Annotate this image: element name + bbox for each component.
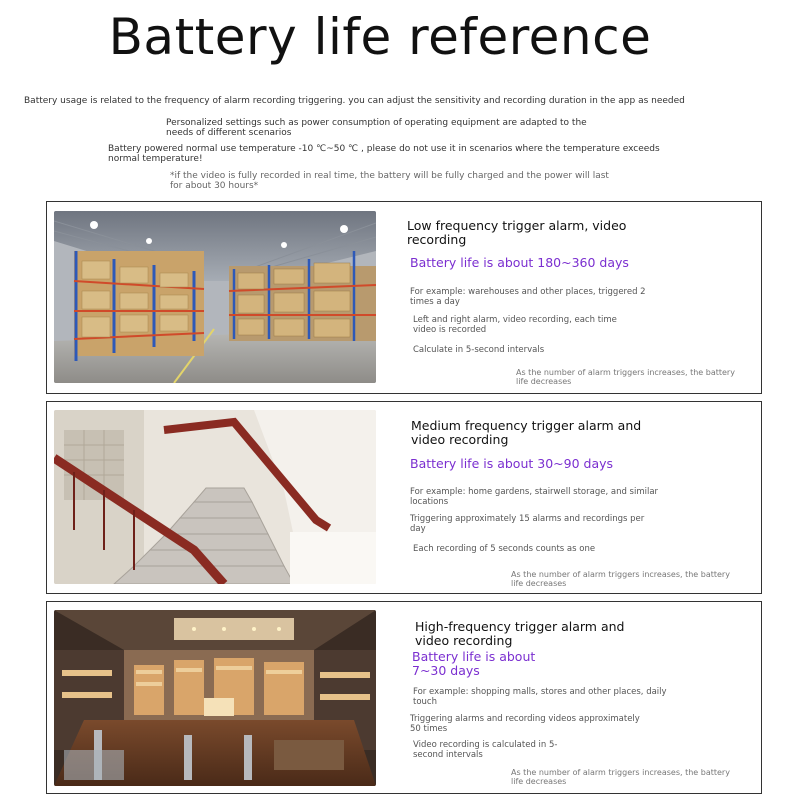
- interval-text: Each recording of 5 seconds counts as one: [413, 544, 596, 554]
- detail-text: Triggering alarms and recording videos approximately 50 times: [410, 714, 640, 734]
- intro-realtime-note: *if the video is fully recorded in real time, the battery will be fully charged and the power will last for about 30 hours*: [170, 171, 609, 191]
- decrease-note: As the number of alarm triggers increases, the battery life decreases: [511, 570, 730, 588]
- stairwell-photo: [54, 410, 376, 584]
- intro-temperature-note: Battery powered normal use temperature -10 ℃~50 ℃ , please do not use it in scenarios where the temperature exceeds normal temperature!: [108, 144, 660, 164]
- example-text: For example: shopping malls, stores and other places, daily touch: [413, 687, 667, 707]
- scenario-card-low: [46, 201, 762, 394]
- battery-life-text: Battery life is about 30~90 days: [410, 456, 614, 471]
- example-text: For example: warehouses and other places, triggered 2 times a day: [410, 287, 646, 307]
- card-title: High-frequency trigger alarm and video recording: [415, 620, 625, 648]
- warehouse-photo: [54, 211, 376, 383]
- scenario-card-medium: [46, 401, 762, 594]
- battery-life-text: Battery life is about 7~30 days: [412, 649, 536, 678]
- detail-text: Left and right alarm, video recording, each time video is recorded: [413, 315, 617, 335]
- page-title: Battery life reference: [108, 8, 652, 66]
- battery-life-text: Battery life is about 180~360 days: [410, 255, 629, 270]
- shopping-mall-photo: [54, 610, 376, 786]
- interval-text: Video recording is calculated in 5-second intervals: [413, 740, 558, 760]
- scenario-card-high: [46, 601, 762, 794]
- interval-text: Calculate in 5-second intervals: [413, 345, 545, 355]
- decrease-note: As the number of alarm triggers increases, the battery life decreases: [516, 368, 735, 386]
- intro-personalized-note: Personalized settings such as power consumption of operating equipment are adapted to the needs of different scenarios: [166, 118, 587, 138]
- detail-text: Triggering approximately 15 alarms and recordings per day: [410, 514, 645, 534]
- example-text: For example: home gardens, stairwell storage, and similar locations: [410, 487, 659, 507]
- card-title: Low frequency trigger alarm, video recording: [407, 219, 627, 247]
- intro-usage-note: Battery usage is related to the frequency of alarm recording triggering. you can adjust the sensitivity and recording duration in the app as needed: [24, 96, 685, 106]
- decrease-note: As the number of alarm triggers increases, the battery life decreases: [511, 768, 730, 786]
- card-title: Medium frequency trigger alarm and video recording: [411, 419, 642, 447]
